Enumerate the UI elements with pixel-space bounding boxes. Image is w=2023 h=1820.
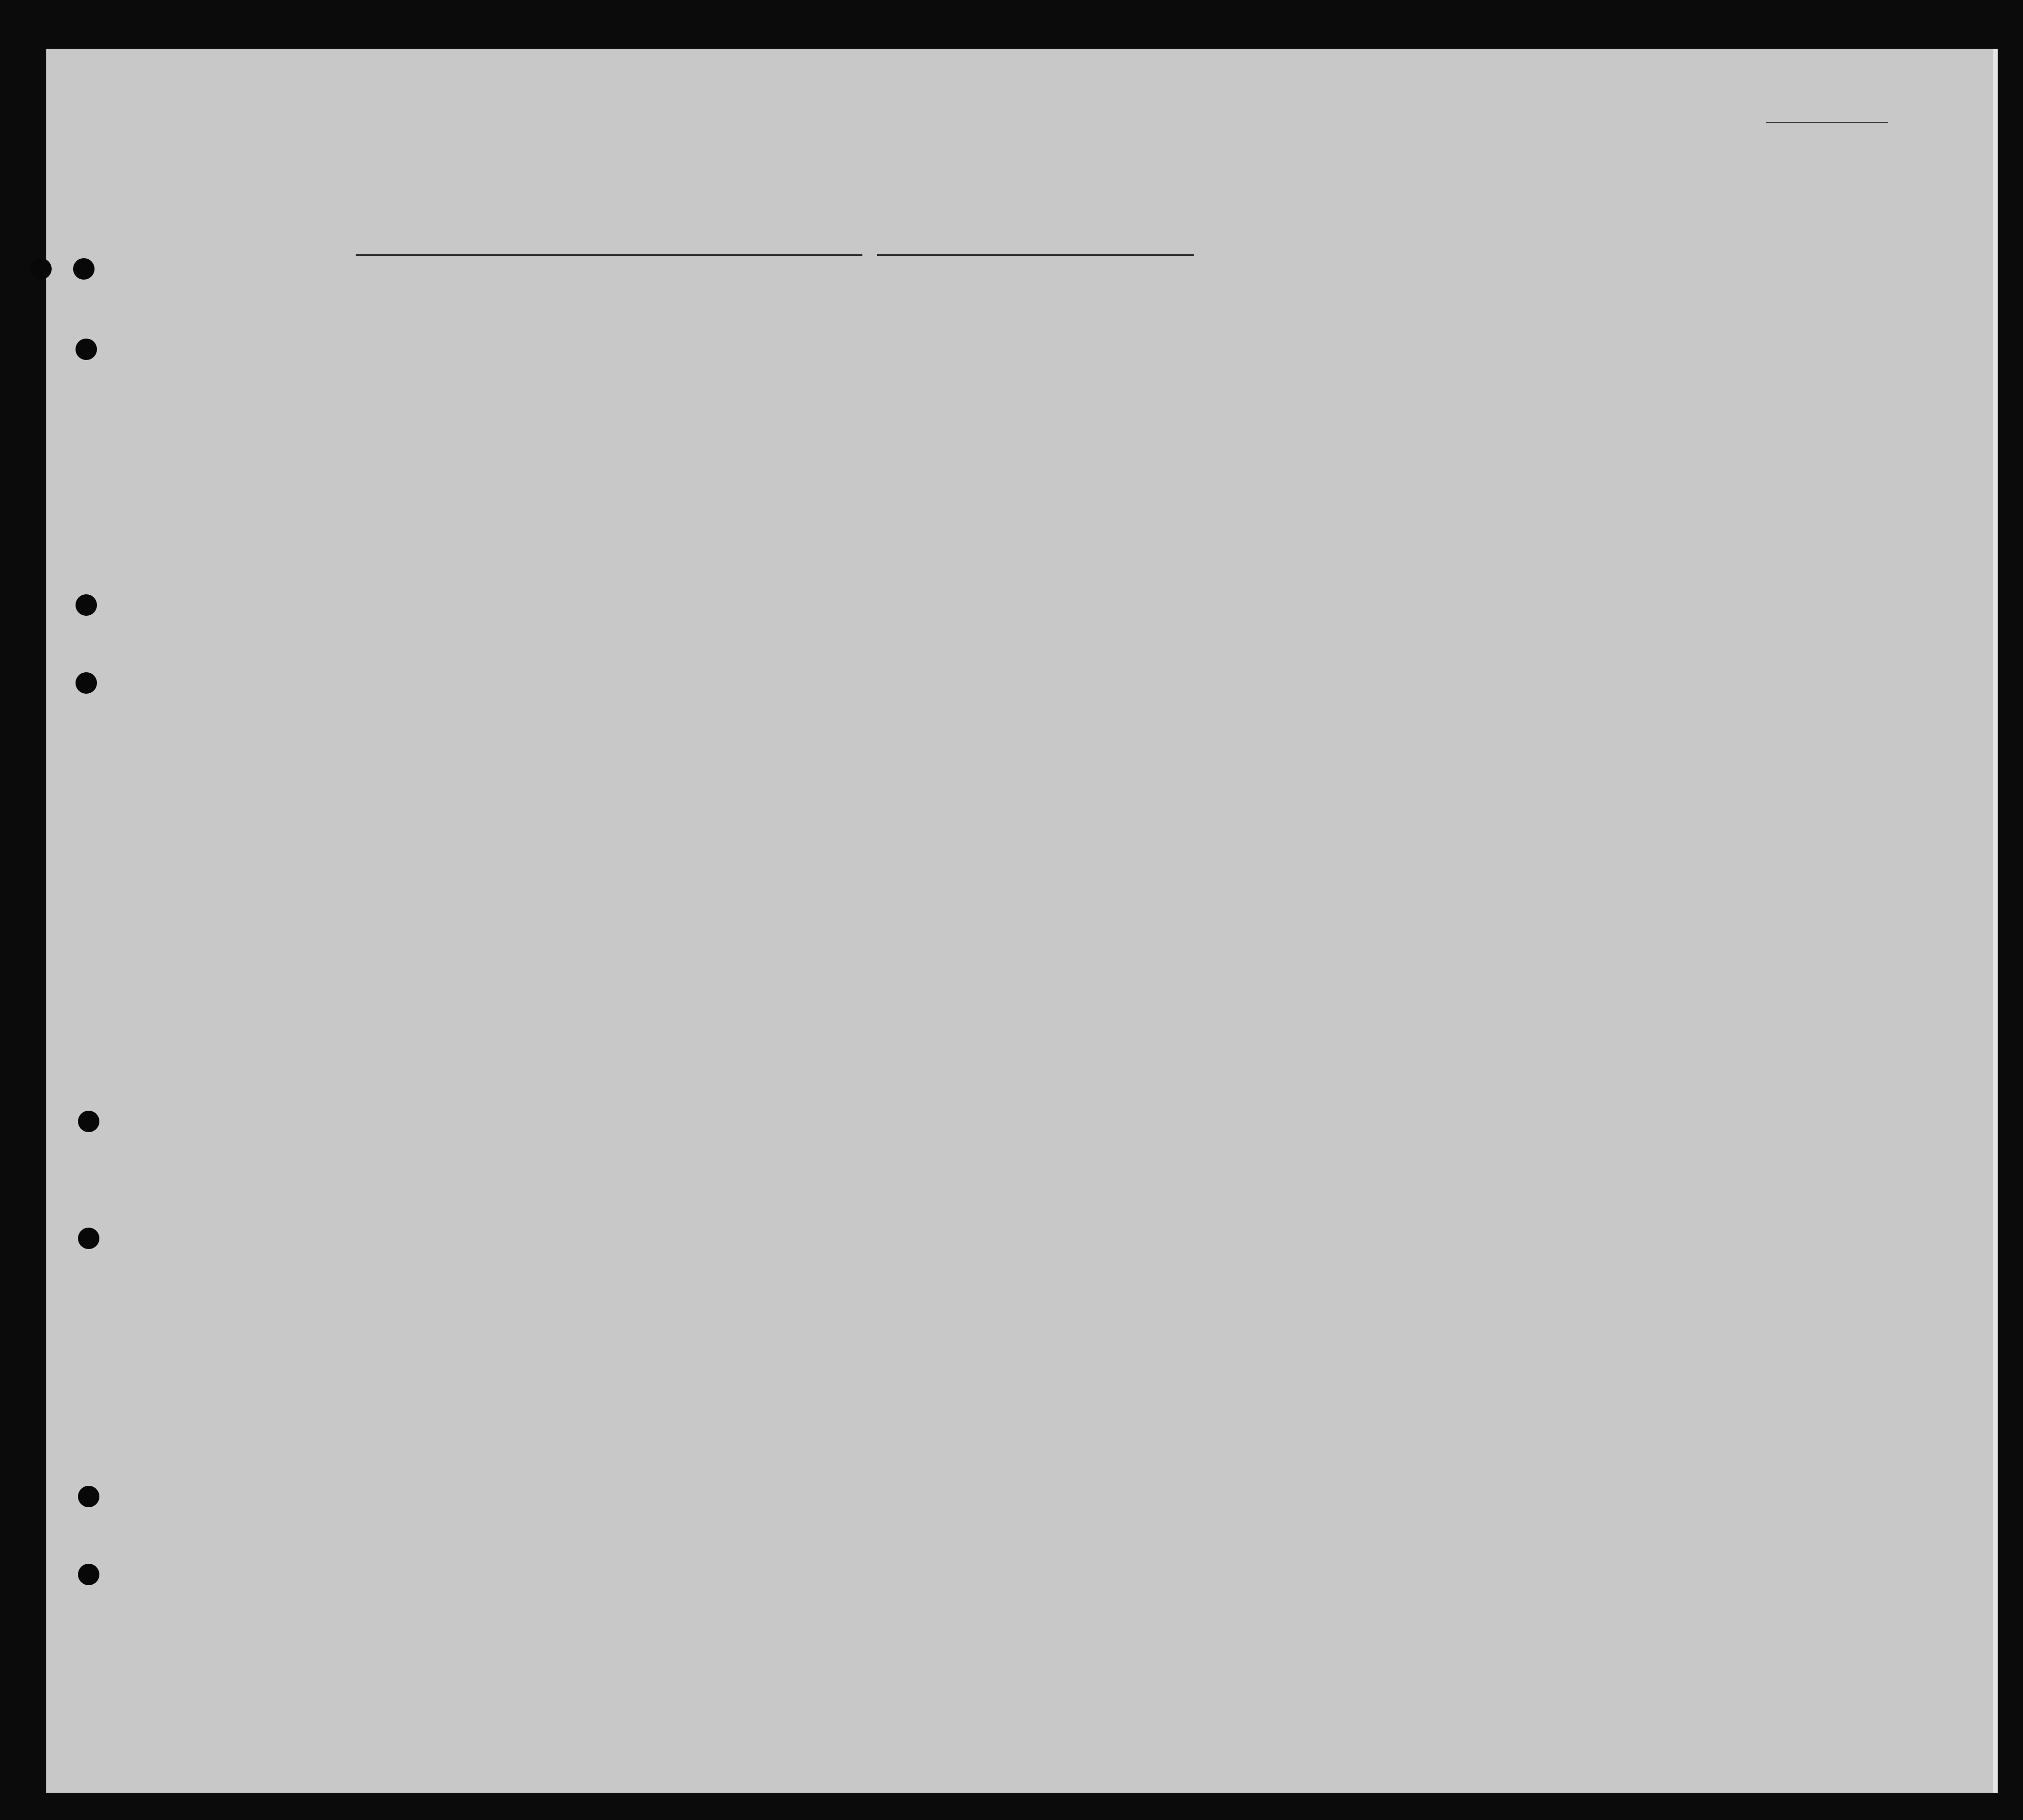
header-length-stay xyxy=(1178,326,1212,438)
header-prison xyxy=(1280,326,1310,438)
column-numbers-row xyxy=(0,279,2023,296)
header-labor-offer xyxy=(1417,312,1449,438)
header-deported xyxy=(1459,312,1489,438)
header-return-intent xyxy=(1135,326,1169,438)
header-become-citizen xyxy=(1248,326,1275,438)
header-overthrow xyxy=(1369,312,1413,438)
